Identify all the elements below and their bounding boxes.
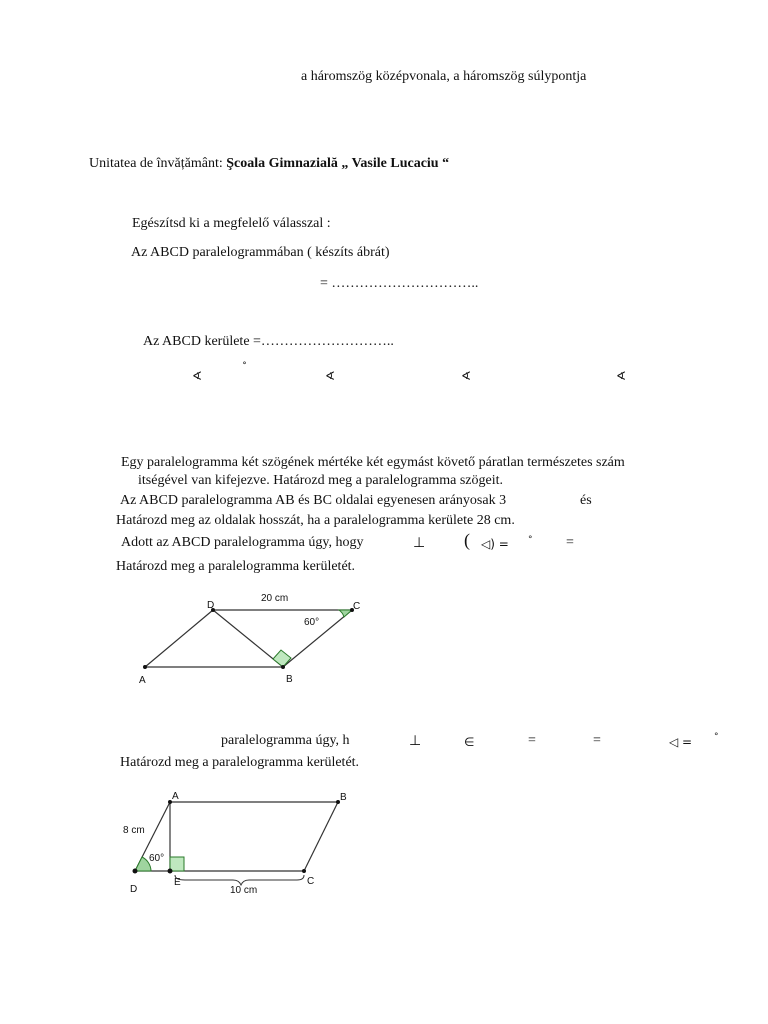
figure-parallelogram-2	[115, 785, 365, 900]
angle-symbol-4: ∢	[616, 369, 627, 383]
ex1-instruction: Egészítsd ki a megfelelő válasszal :	[132, 216, 331, 231]
label-d: D	[130, 884, 138, 895]
label-a: A	[139, 675, 146, 686]
ex4-line1: Adott az ABCD paralelogramma úgy, hogy	[121, 535, 364, 550]
ex4-line2: Határozd meg a paralelogramma kerületét.	[116, 559, 356, 574]
ex3-line1: Az ABCD paralelogramma AB és BC oldalai egyenesen arányosak 3	[120, 493, 507, 508]
ex1-perimeter: Az ABCD kerülete =………………………..	[143, 334, 394, 349]
ex1-equation: = …………………………..	[320, 276, 479, 291]
ex4-angle-eq: ◁) =	[481, 537, 509, 551]
label-c: C	[353, 601, 361, 612]
label-10cm: 10 cm	[230, 885, 258, 896]
label-b: B	[286, 674, 293, 685]
label-d: D	[207, 600, 215, 611]
perpendicular-symbol: ⊥	[413, 535, 426, 551]
ex5-eq1: =	[528, 733, 536, 748]
school-label: Unitatea de învățământ:	[89, 156, 227, 171]
figure-parallelogram-1	[130, 590, 370, 690]
ex4-degree: °	[528, 535, 533, 545]
degree-symbol: ˚	[242, 362, 247, 373]
ex3-line2: Határozd meg az oldalak hosszát, ha a paralelogramma kerülete 28 cm.	[116, 513, 515, 528]
ex4-eq: =	[566, 535, 574, 550]
ex5-perpendicular: ⊥	[409, 733, 422, 749]
ex5-line2: Határozd meg a paralelogramma kerületét.	[120, 755, 360, 770]
label-60deg: 60°	[149, 853, 165, 864]
ex5-element-of: ∈	[464, 735, 475, 749]
label-20cm: 20 cm	[261, 593, 289, 604]
angle-symbol-1: ∢	[192, 369, 203, 383]
label-60deg: 60°	[304, 617, 320, 628]
ex5-angle-eq: ◁ =	[669, 735, 693, 749]
ex5-line1: paralelogramma úgy, h	[221, 733, 350, 748]
school-line	[89, 156, 449, 172]
right-angle-marker	[170, 857, 184, 871]
ex1-line1: Az ABCD paralelogrammában ( készíts ábrát)	[131, 245, 390, 260]
label-a: A	[172, 791, 179, 802]
label-e: E	[174, 877, 181, 888]
ex2-line1: Egy paralelogramma két szögének mértéke két egymást követő páratlan természetes szám	[121, 455, 625, 470]
angle-symbol-2: ∢	[325, 369, 336, 383]
school-name: Şcoala Gimnazială „ Vasile Lucaciu “	[226, 156, 450, 171]
label-8cm: 8 cm	[123, 825, 145, 836]
ex3-es: és	[580, 493, 592, 508]
page-subtitle: a háromszög középvonala, a háromszög súlypontja	[301, 69, 587, 84]
angle-symbol-3: ∢	[461, 369, 472, 383]
ex2-line2: itségével van kifejezve. Határozd meg a paralelogramma szögeit.	[138, 473, 503, 488]
ex4-paren: (	[464, 530, 470, 550]
ex5-eq2: =	[593, 733, 601, 748]
label-b: B	[340, 792, 347, 803]
label-c: C	[307, 876, 315, 887]
ex5-degree: °	[714, 732, 719, 742]
